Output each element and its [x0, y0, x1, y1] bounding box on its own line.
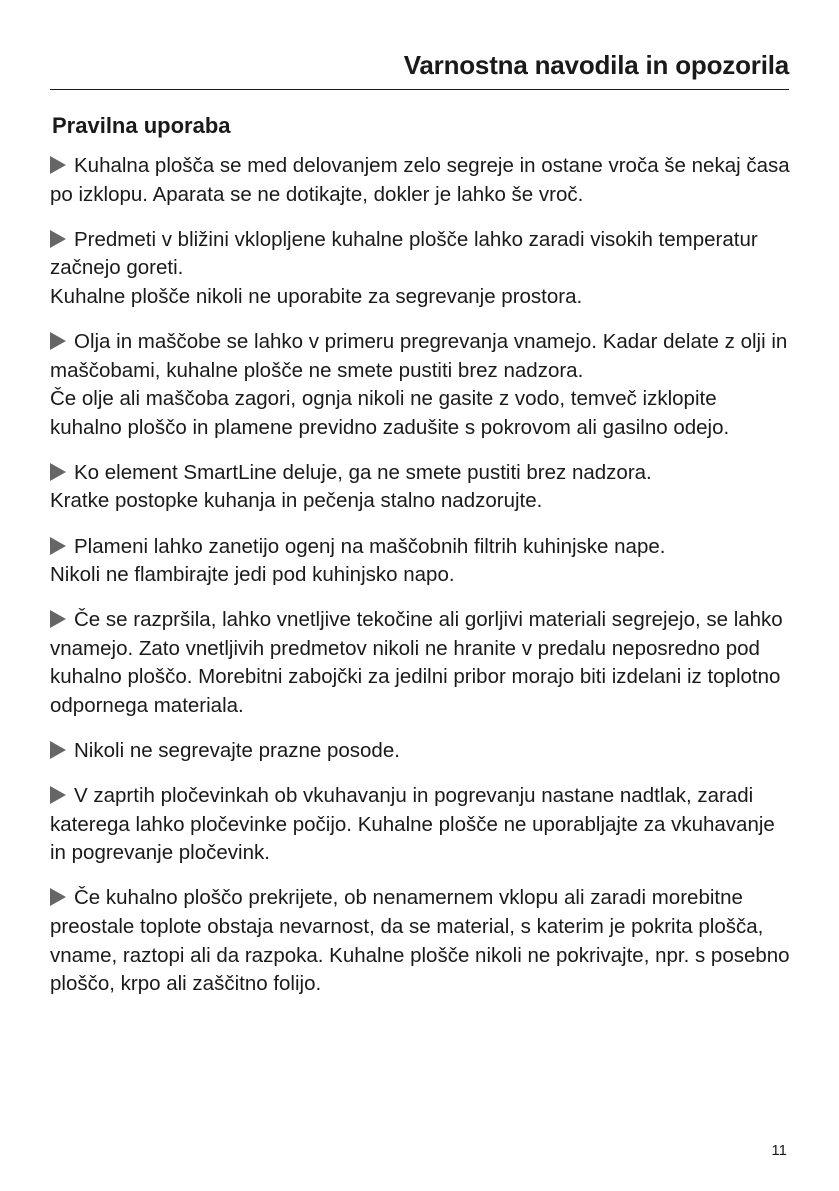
paragraph	[50, 782, 792, 868]
arrow-right-icon	[50, 741, 66, 759]
page-number: 11	[771, 1142, 787, 1159]
arrow-right-icon	[50, 610, 66, 628]
paragraph-line	[50, 459, 792, 488]
paragraph-line	[50, 152, 792, 209]
header-rule	[50, 89, 789, 90]
paragraph-text: Ko element SmartLine deluje, ga ne smete pustiti brez nadzora.	[74, 460, 652, 484]
arrow-right-icon	[50, 463, 66, 481]
paragraph-text: Plameni lahko zanetijo ogenj na maščobnih filtrih kuhinjske nape.	[74, 534, 666, 558]
paragraph	[50, 328, 792, 442]
paragraph-text: Nikoli ne segrevajte prazne posode.	[74, 739, 400, 763]
paragraph-line	[50, 283, 792, 312]
section-title: Pravilna uporaba	[52, 113, 231, 138]
paragraph-line	[50, 561, 792, 590]
arrow-right-icon	[50, 537, 66, 555]
paragraph	[50, 152, 792, 209]
paragraph-text: Če kuhalno ploščo prekrijete, ob nenamernem vklopu ali zaradi morebitne preostale toplote obstaja nevarnost, da se material, s katerim je pokrita plošča, vname, raztopi ali da razpoka. Kuhalne plošče nikoli ne pokrivajte, npr. s posebno ploščo, krpo ali zaščitno folijo.	[50, 886, 790, 996]
paragraph	[50, 459, 792, 516]
paragraph-line	[50, 226, 792, 283]
arrow-right-icon	[50, 230, 66, 248]
paragraph	[50, 737, 792, 766]
paragraph-line	[50, 884, 792, 998]
paragraph-text: Predmeti v bližini vklopljene kuhalne plošče lahko zaradi visokih temperatur začnejo goreti.	[50, 227, 758, 280]
paragraph-line	[50, 328, 792, 385]
paragraph-text: Nikoli ne flambirajte jedi pod kuhinjsko napo.	[50, 563, 455, 587]
paragraph-text: Kratke postopke kuhanja in pečenja stalno nadzorujte.	[50, 489, 543, 513]
paragraph-text: Kuhalne plošče nikoli ne uporabite za segrevanje prostora.	[50, 284, 583, 308]
paragraph-text: Kuhalna plošča se med delovanjem zelo segreje in ostane vroča še nekaj časa po izklopu. Aparata se ne dotikajte, dokler je lahko še vroč.	[50, 154, 790, 206]
paragraph	[50, 533, 792, 590]
paragraph-text: Če se razpršila, lahko vnetljive tekočine ali gorljivi materiali segrejejo, se lahko vnamejo. Zato vnetljivih predmetov nikoli ne hranite v predalu neposredno pod kuhalno ploščo. Morebitni zabojčki za jedilni pribor morajo biti izdelani iz toplotno odpornega materiala.	[50, 608, 783, 717]
paragraph-line	[50, 533, 792, 562]
paragraph-text: V zaprtih pločevinkah ob vkuhavanju in pogrevanju nastane nadtlak, zaradi katerega lahko pločevinke počijo. Kuhalne plošče ne uporabljajte za vkuhavanje in pogrevanje pločevink.	[50, 784, 775, 865]
paragraph-line	[50, 385, 792, 442]
paragraph	[50, 884, 792, 998]
paragraph-line	[50, 606, 792, 720]
arrow-right-icon	[50, 786, 66, 804]
paragraph-line	[50, 737, 792, 766]
paragraph	[50, 226, 792, 312]
arrow-right-icon	[50, 332, 66, 350]
paragraph-line	[50, 487, 792, 516]
arrow-right-icon	[50, 888, 66, 906]
paragraph-text: Olja in maščobe se lahko v primeru pregrevanja vnamejo. Kadar delate z olji in maščobami, kuhalne plošče ne smete pustiti brez nadzora.	[50, 329, 788, 382]
paragraph-line	[50, 782, 792, 868]
arrow-right-icon	[50, 156, 66, 174]
content	[50, 152, 792, 1015]
paragraph	[50, 606, 792, 720]
paragraph-text: Če olje ali maščoba zagori, ognja nikoli ne gasite z vodo, temveč izklopite kuhalno ploščo in plamene previdno zadušite s pokrovom ali gasilno odejo.	[50, 387, 730, 439]
header-title: Varnostna navodila in opozorila	[403, 50, 789, 80]
